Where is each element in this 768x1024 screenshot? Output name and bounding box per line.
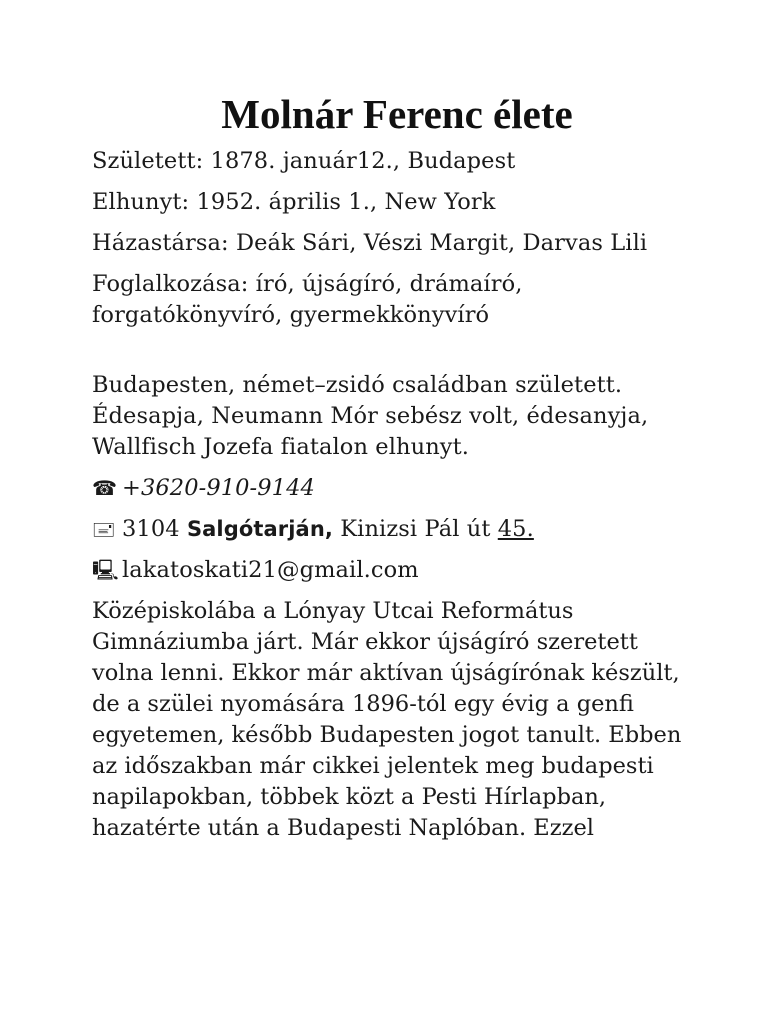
paragraph-education: Középiskolába a Lónyay Utcai Református Gimnáziumba járt. Már ekkor újságíró szeretett volna lenni. Ekkor már aktívan újságírónak készült, de a szülei nyomására 1896-tól egy évig a genfi egyetemen, később Budapesten jogot tanult. Ebben az időszakban már cikkei jelentek meg budapesti napilapokban, többek közt a Pesti Hírlapban, hazatérte után a Budapesti Naplóban. Ezzel bbox=[92, 598, 682, 841]
paragraph-origin: Budapesten, német–zsidó családban született. Édesapja, Neumann Mór sebész volt, édesanyja, Wallfisch Jozefa fiatalon elhunyt. bbox=[92, 372, 649, 460]
document-title: Molnár Ferenc élete bbox=[221, 91, 573, 137]
email-address: lakatoskati21@gmail.com bbox=[122, 557, 419, 583]
document-page bbox=[92, 88, 702, 844]
facts-list bbox=[92, 146, 702, 331]
street: Kinizsi Pál út bbox=[340, 516, 491, 542]
envelope-icon: 🖃 bbox=[92, 517, 116, 541]
computer-icon: 🖳 bbox=[92, 558, 119, 582]
fact-spouses: Házastársa: Deák Sári, Vészi Margit, Darvas Lili bbox=[92, 230, 648, 256]
fact-born: Született: 1878. január12., Budapest bbox=[92, 148, 516, 174]
phone-number: 3620-910-9144 bbox=[140, 475, 315, 501]
city: Salgótarján, bbox=[186, 517, 333, 541]
contact-address bbox=[92, 514, 702, 545]
spacer bbox=[92, 341, 702, 370]
fact-died: Elhunyt: 1952. április 1., New York bbox=[92, 189, 496, 215]
fact-occupation: Foglalkozása: író, újságíró, drámaíró, forgatókönyvíró, gyermekkönyvíró bbox=[92, 271, 523, 328]
contact-phone bbox=[92, 473, 702, 504]
phone-prefix: + bbox=[122, 475, 141, 501]
telephone-icon: ☎ bbox=[92, 476, 118, 500]
postal-code: 3104 bbox=[122, 516, 180, 542]
contact-email bbox=[92, 555, 702, 586]
house-number: 45. bbox=[497, 516, 534, 542]
